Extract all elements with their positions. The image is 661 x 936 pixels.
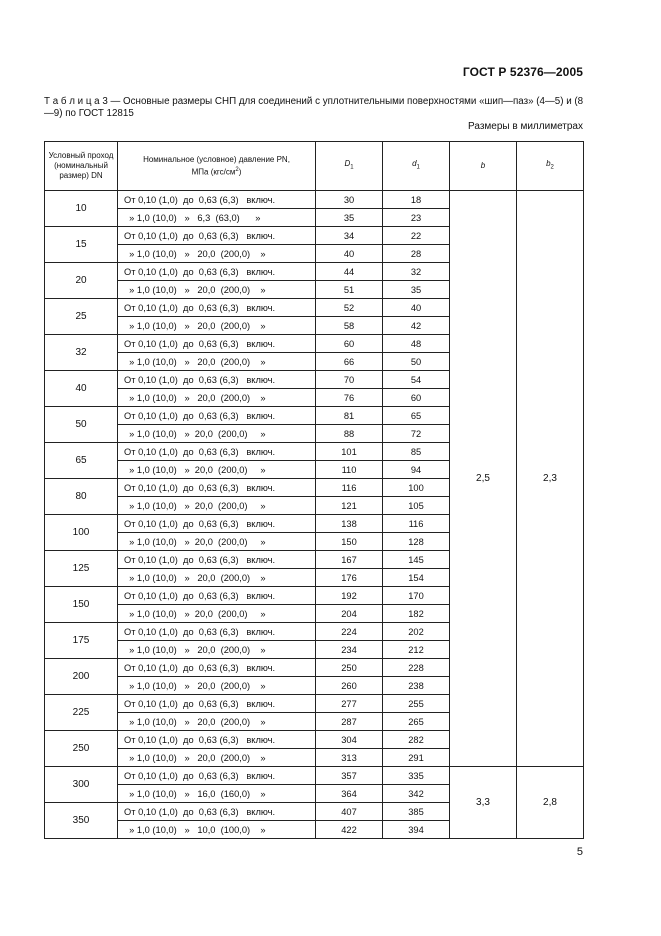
cell-pressure: От 0,10 (1,0) до 0,63 (6,3) включ. bbox=[118, 371, 316, 389]
cell-pressure: » 1,0 (10,0) » 20,0 (200,0) » bbox=[118, 677, 316, 695]
header-pn-tail: ) bbox=[238, 167, 242, 177]
cell-pressure: От 0,10 (1,0) до 0,63 (6,3) включ. bbox=[118, 443, 316, 461]
table-row bbox=[45, 767, 584, 785]
cell-pressure: От 0,10 (1,0) до 0,63 (6,3) включ. bbox=[118, 551, 316, 569]
cell-dn: 20 bbox=[45, 263, 118, 299]
cell-D1: 204 bbox=[316, 605, 383, 623]
cell-d1: 182 bbox=[383, 605, 450, 623]
cell-d1: 40 bbox=[383, 299, 450, 317]
cell-D1: 121 bbox=[316, 497, 383, 515]
cell-D1: 52 bbox=[316, 299, 383, 317]
cell-d1: 32 bbox=[383, 263, 450, 281]
cell-dn: 80 bbox=[45, 479, 118, 515]
cell-pressure: » 1,0 (10,0) » 20,0 (200,0) » bbox=[118, 461, 316, 479]
cell-pressure: » 1,0 (10,0) » 20,0 (200,0) » bbox=[118, 281, 316, 299]
cell-pressure: » 1,0 (10,0) » 20,0 (200,0) » bbox=[118, 389, 316, 407]
cell-pressure: » 1,0 (10,0) » 20,0 (200,0) » bbox=[118, 605, 316, 623]
cell-D1: 167 bbox=[316, 551, 383, 569]
cell-d1: 128 bbox=[383, 533, 450, 551]
cell-pressure: От 0,10 (1,0) до 0,63 (6,3) включ. bbox=[118, 479, 316, 497]
cell-d1: 228 bbox=[383, 659, 450, 677]
header-D1-sub: 1 bbox=[350, 164, 354, 171]
cell-dn: 50 bbox=[45, 407, 118, 443]
cell-pressure: » 1,0 (10,0) » 20,0 (200,0) » bbox=[118, 497, 316, 515]
cell-D1: 101 bbox=[316, 443, 383, 461]
cell-dn: 100 bbox=[45, 515, 118, 551]
cell-D1: 234 bbox=[316, 641, 383, 659]
cell-pressure: » 1,0 (10,0) » 20,0 (200,0) » bbox=[118, 353, 316, 371]
cell-pressure: » 1,0 (10,0) » 20,0 (200,0) » bbox=[118, 245, 316, 263]
cell-pressure: От 0,10 (1,0) до 0,63 (6,3) включ. bbox=[118, 335, 316, 353]
cell-d1: 23 bbox=[383, 209, 450, 227]
cell-D1: 116 bbox=[316, 479, 383, 497]
cell-d1: 48 bbox=[383, 335, 450, 353]
cell-b: 2,5 bbox=[450, 191, 517, 767]
cell-D1: 138 bbox=[316, 515, 383, 533]
cell-dn: 32 bbox=[45, 335, 118, 371]
header-b2-sub: 2 bbox=[550, 164, 554, 171]
cell-d1: 85 bbox=[383, 443, 450, 461]
cell-D1: 287 bbox=[316, 713, 383, 731]
units-note: Размеры в миллиметрах bbox=[468, 121, 583, 132]
cell-pressure: » 1,0 (10,0) » 20,0 (200,0) » bbox=[118, 425, 316, 443]
cell-D1: 407 bbox=[316, 803, 383, 821]
cell-D1: 313 bbox=[316, 749, 383, 767]
cell-d1: 35 bbox=[383, 281, 450, 299]
cell-pressure: » 1,0 (10,0) » 20,0 (200,0) » bbox=[118, 641, 316, 659]
cell-d1: 154 bbox=[383, 569, 450, 587]
cell-d1: 22 bbox=[383, 227, 450, 245]
cell-pressure: » 1,0 (10,0) » 10,0 (100,0) » bbox=[118, 821, 316, 839]
header-b2 bbox=[517, 142, 584, 191]
standard-number: ГОСТ Р 52376—2005 bbox=[462, 65, 583, 79]
cell-D1: 35 bbox=[316, 209, 383, 227]
header-b-symbol: b bbox=[480, 161, 486, 170]
cell-d1: 65 bbox=[383, 407, 450, 425]
cell-D1: 60 bbox=[316, 335, 383, 353]
cell-dn: 125 bbox=[45, 551, 118, 587]
cell-dn: 300 bbox=[45, 767, 118, 803]
header-D1 bbox=[316, 142, 383, 191]
cell-D1: 110 bbox=[316, 461, 383, 479]
cell-D1: 260 bbox=[316, 677, 383, 695]
cell-D1: 58 bbox=[316, 317, 383, 335]
cell-d1: 335 bbox=[383, 767, 450, 785]
cell-D1: 277 bbox=[316, 695, 383, 713]
header-pn bbox=[118, 142, 316, 191]
page-number: 5 bbox=[576, 846, 583, 858]
cell-d1: 18 bbox=[383, 191, 450, 209]
cell-D1: 44 bbox=[316, 263, 383, 281]
cell-d1: 255 bbox=[383, 695, 450, 713]
cell-b2: 2,3 bbox=[517, 191, 584, 767]
cell-dn: 200 bbox=[45, 659, 118, 695]
cell-D1: 81 bbox=[316, 407, 383, 425]
cell-pressure: » 1,0 (10,0) » 20,0 (200,0) » bbox=[118, 317, 316, 335]
header-pn-line2: МПа (кгс/см bbox=[191, 167, 236, 177]
header-pn-line1: Номинальное (условное) давление PN, bbox=[143, 154, 290, 164]
cell-dn: 250 bbox=[45, 731, 118, 767]
cell-dn: 10 bbox=[45, 191, 118, 227]
cell-D1: 422 bbox=[316, 821, 383, 839]
cell-d1: 72 bbox=[383, 425, 450, 443]
cell-dn: 15 bbox=[45, 227, 118, 263]
header-b bbox=[450, 142, 517, 191]
cell-d1: 100 bbox=[383, 479, 450, 497]
cell-dn: 25 bbox=[45, 299, 118, 335]
header-d1 bbox=[383, 142, 450, 191]
table-caption: Т а б л и ц а 3 — Основные размеры СНП для соединений с уплотнительными поверхностями «шип—паз» (4—5) и (8—9) по ГОСТ 12815 bbox=[44, 96, 584, 119]
table-row bbox=[45, 191, 584, 209]
cell-d1: 145 bbox=[383, 551, 450, 569]
cell-d1: 116 bbox=[383, 515, 450, 533]
cell-D1: 150 bbox=[316, 533, 383, 551]
cell-d1: 94 bbox=[383, 461, 450, 479]
cell-D1: 357 bbox=[316, 767, 383, 785]
cell-D1: 364 bbox=[316, 785, 383, 803]
header-d1-sub: 1 bbox=[416, 164, 420, 171]
cell-D1: 34 bbox=[316, 227, 383, 245]
cell-D1: 30 bbox=[316, 191, 383, 209]
header-b2-symbol: b bbox=[546, 159, 551, 169]
cell-d1: 202 bbox=[383, 623, 450, 641]
cell-d1: 342 bbox=[383, 785, 450, 803]
cell-pressure: От 0,10 (1,0) до 0,63 (6,3) включ. bbox=[118, 767, 316, 785]
cell-pressure: » 1,0 (10,0) » 6,3 (63,0) » bbox=[118, 209, 316, 227]
cell-d1: 50 bbox=[383, 353, 450, 371]
cell-pressure: От 0,10 (1,0) до 0,63 (6,3) включ. bbox=[118, 695, 316, 713]
cell-dn: 175 bbox=[45, 623, 118, 659]
cell-D1: 192 bbox=[316, 587, 383, 605]
cell-D1: 40 bbox=[316, 245, 383, 263]
cell-d1: 28 bbox=[383, 245, 450, 263]
cell-pressure: » 1,0 (10,0) » 20,0 (200,0) » bbox=[118, 749, 316, 767]
header-D1-symbol: D bbox=[344, 159, 351, 169]
table-body bbox=[45, 191, 584, 839]
cell-pressure: От 0,10 (1,0) до 0,63 (6,3) включ. bbox=[118, 263, 316, 281]
cell-b: 3,3 bbox=[450, 767, 517, 839]
cell-pressure: От 0,10 (1,0) до 0,63 (6,3) включ. bbox=[118, 407, 316, 425]
cell-pressure: От 0,10 (1,0) до 0,63 (6,3) включ. bbox=[118, 659, 316, 677]
cell-b2: 2,8 bbox=[517, 767, 584, 839]
cell-d1: 42 bbox=[383, 317, 450, 335]
cell-pressure: От 0,10 (1,0) до 0,63 (6,3) включ. bbox=[118, 515, 316, 533]
cell-dn: 40 bbox=[45, 371, 118, 407]
cell-pressure: От 0,10 (1,0) до 0,63 (6,3) включ. bbox=[118, 803, 316, 821]
cell-pressure: » 1,0 (10,0) » 16,0 (160,0) » bbox=[118, 785, 316, 803]
cell-pressure: От 0,10 (1,0) до 0,63 (6,3) включ. bbox=[118, 623, 316, 641]
cell-d1: 385 bbox=[383, 803, 450, 821]
cell-d1: 291 bbox=[383, 749, 450, 767]
cell-D1: 51 bbox=[316, 281, 383, 299]
cell-D1: 176 bbox=[316, 569, 383, 587]
header-dn: Условный проход (номинальный размер) DN bbox=[45, 142, 118, 191]
cell-d1: 282 bbox=[383, 731, 450, 749]
header-d1-symbol: d bbox=[412, 159, 417, 169]
cell-pressure: От 0,10 (1,0) до 0,63 (6,3) включ. bbox=[118, 299, 316, 317]
cell-d1: 54 bbox=[383, 371, 450, 389]
cell-d1: 105 bbox=[383, 497, 450, 515]
cell-d1: 170 bbox=[383, 587, 450, 605]
cell-pressure: » 1,0 (10,0) » 20,0 (200,0) » bbox=[118, 533, 316, 551]
dimensions-table bbox=[44, 141, 584, 839]
header-pn-sup: 2 bbox=[235, 166, 239, 173]
cell-dn: 150 bbox=[45, 587, 118, 623]
cell-dn: 65 bbox=[45, 443, 118, 479]
cell-D1: 224 bbox=[316, 623, 383, 641]
cell-D1: 66 bbox=[316, 353, 383, 371]
cell-pressure: » 1,0 (10,0) » 20,0 (200,0) » bbox=[118, 713, 316, 731]
table-header-row bbox=[45, 142, 584, 191]
cell-pressure: От 0,10 (1,0) до 0,63 (6,3) включ. bbox=[118, 587, 316, 605]
cell-d1: 60 bbox=[383, 389, 450, 407]
cell-dn: 225 bbox=[45, 695, 118, 731]
cell-pressure: От 0,10 (1,0) до 0,63 (6,3) включ. bbox=[118, 227, 316, 245]
cell-d1: 238 bbox=[383, 677, 450, 695]
cell-D1: 250 bbox=[316, 659, 383, 677]
cell-pressure: От 0,10 (1,0) до 0,63 (6,3) включ. bbox=[118, 731, 316, 749]
cell-d1: 265 bbox=[383, 713, 450, 731]
cell-D1: 76 bbox=[316, 389, 383, 407]
cell-pressure: » 1,0 (10,0) » 20,0 (200,0) » bbox=[118, 569, 316, 587]
cell-d1: 394 bbox=[383, 821, 450, 839]
cell-D1: 70 bbox=[316, 371, 383, 389]
cell-D1: 304 bbox=[316, 731, 383, 749]
cell-dn: 350 bbox=[45, 803, 118, 839]
cell-pressure: От 0,10 (1,0) до 0,63 (6,3) включ. bbox=[118, 191, 316, 209]
cell-D1: 88 bbox=[316, 425, 383, 443]
cell-d1: 212 bbox=[383, 641, 450, 659]
